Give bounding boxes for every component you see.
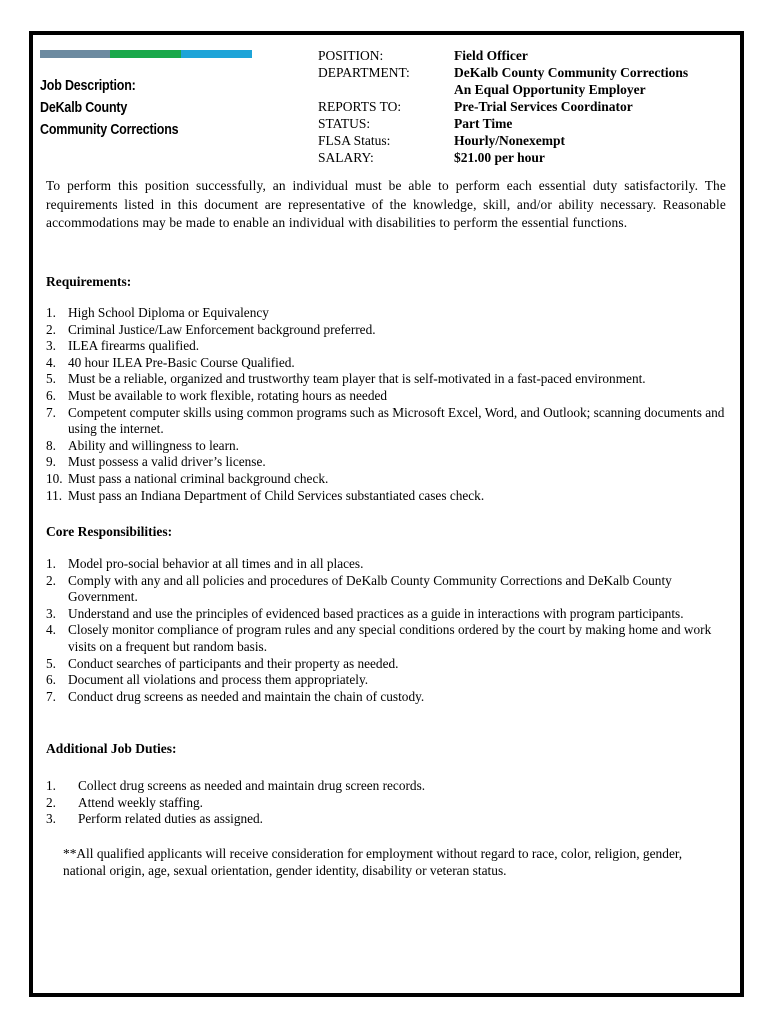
title-line-department: Community Corrections <box>40 122 179 138</box>
list-item-text: Understand and use the principles of evidenced based practices as a guide in interactions with program participants. <box>68 605 684 621</box>
core-responsibilities-heading: Core Responsibilities: <box>46 524 173 539</box>
list-item-number: 6. <box>46 672 56 688</box>
list-item-number: 11. <box>46 487 63 503</box>
intro-paragraph: To perform this position successfully, an individual must be able to perform each essential duty satisfactorily. The requirements listed in this document are representative of the knowledge, skill, and/or ability necessary. Reasonable accommodations may be made to enable an individual with disabilities to perform the essential functions. <box>46 178 726 231</box>
stripe-segment-gray <box>40 50 110 58</box>
list-item <box>46 305 726 322</box>
list-item <box>46 438 726 455</box>
info-row-eoe: An Equal Opportunity Employer <box>454 82 646 97</box>
info-row-department: DEPARTMENT: DeKalb County Community Corrections <box>318 65 689 80</box>
list-item-number: 2. <box>46 572 56 588</box>
eeo-statement: **All qualified applicants will receive consideration for employment without regard to race, color, religion, gender, national origin, age, sexual orientation, gender identity, disability or veteran status. <box>63 846 683 878</box>
list-item-text: Model pro-social behavior at all times and in all places. <box>68 556 364 571</box>
additional-duties-list <box>46 778 726 828</box>
list-item-text: Must be a reliable, organized and trustworthy team player that is self-motivated in a fast-paced environment. <box>68 371 646 387</box>
list-item <box>46 371 726 388</box>
list-item <box>46 573 726 606</box>
list-item <box>46 322 726 339</box>
list-item-text: Criminal Justice/Law Enforcement background preferred. <box>68 321 376 337</box>
list-item <box>46 778 726 795</box>
list-item-text: Ability and willingness to learn. <box>68 437 239 453</box>
list-item <box>46 795 726 812</box>
list-item-text: Must pass an Indiana Department of Child Services substantiated cases check. <box>68 487 485 503</box>
list-item-text: Attend weekly staffing. <box>78 794 203 810</box>
list-item-number: 9. <box>46 454 56 470</box>
list-item <box>46 338 726 355</box>
info-row-status: STATUS: Part Time <box>318 116 513 131</box>
list-item-number: 5. <box>46 371 56 387</box>
list-item-text: Document all violations and process them appropriately. <box>68 672 369 688</box>
list-item-text: High School Diploma or Equivalency <box>68 305 269 320</box>
list-item-number: 7. <box>46 688 56 704</box>
list-item-text: Perform related duties as assigned. <box>78 811 263 827</box>
info-row-position: POSITION: Field Officer <box>318 48 528 63</box>
list-item-number: 3. <box>46 338 56 354</box>
info-row-reports-to: REPORTS TO: Pre-Trial Services Coordinator <box>318 99 633 114</box>
list-item <box>46 488 726 505</box>
list-item <box>46 689 726 706</box>
additional-duties-heading: Additional Job Duties: <box>46 741 177 756</box>
list-item-text: Competent computer skills using common programs such as Microsoft Excel, Word, and Outlook; scanning documents and using the internet. <box>68 404 725 437</box>
list-item-number: 4. <box>46 622 56 638</box>
list-item-number: 6. <box>46 387 56 403</box>
stripe-segment-green <box>110 50 181 58</box>
list-item-number: 10. <box>46 470 63 486</box>
list-item <box>46 556 726 573</box>
list-item <box>46 471 726 488</box>
list-item-text: Collect drug screens as needed and maintain drug screen records. <box>78 778 426 793</box>
list-item-number: 1. <box>46 556 56 571</box>
list-item <box>46 672 726 689</box>
title-line-job-description: Job Description: <box>40 78 136 94</box>
list-item <box>46 622 726 655</box>
requirements-list <box>46 305 726 504</box>
list-item-text: Conduct drug screens as needed and maintain the chain of custody. <box>68 688 425 704</box>
list-item-number: 2. <box>46 794 56 810</box>
list-item-number: 1. <box>46 778 56 793</box>
list-item-number: 4. <box>46 354 56 370</box>
title-line-county: DeKalb County <box>40 100 128 116</box>
list-item-number: 2. <box>46 321 56 337</box>
list-item <box>46 606 726 623</box>
list-item <box>46 454 726 471</box>
list-item-number: 8. <box>46 437 56 453</box>
list-item-text: Comply with any and all policies and procedures of DeKalb County Community Corrections and DeKalb County Government. <box>68 572 672 605</box>
info-row-flsa: FLSA Status: Hourly/Nonexempt <box>318 133 565 148</box>
list-item-number: 3. <box>46 811 56 827</box>
position-info-table <box>318 47 688 166</box>
requirements-heading: Requirements: <box>46 274 132 289</box>
core-responsibilities-list <box>46 556 726 705</box>
list-item <box>46 405 726 438</box>
list-item <box>46 656 726 673</box>
header-color-stripe <box>40 50 252 58</box>
list-item-text: Must pass a national criminal background check. <box>68 470 329 486</box>
list-item-number: 3. <box>46 605 56 621</box>
info-row-salary: SALARY: $21.00 per hour <box>318 150 545 165</box>
list-item-text: ILEA firearms qualified. <box>68 338 200 354</box>
list-item-number: 5. <box>46 655 56 671</box>
list-item-text: Must be available to work flexible, rotating hours as needed <box>68 387 388 403</box>
list-item-number: 7. <box>46 404 56 420</box>
list-item <box>46 811 726 828</box>
list-item <box>46 388 726 405</box>
list-item-number: 1. <box>46 305 56 320</box>
stripe-segment-blue <box>181 50 252 58</box>
list-item-text: Must possess a valid driver’s license. <box>68 454 266 470</box>
list-item-text: Closely monitor compliance of program rules and any special conditions ordered by the court by making home and work visits on a frequent but random basis. <box>68 622 712 654</box>
list-item <box>46 355 726 372</box>
list-item-text: 40 hour ILEA Pre-Basic Course Qualified. <box>68 354 295 370</box>
list-item-text: Conduct searches of participants and their property as needed. <box>68 655 399 671</box>
document-title <box>40 75 178 141</box>
